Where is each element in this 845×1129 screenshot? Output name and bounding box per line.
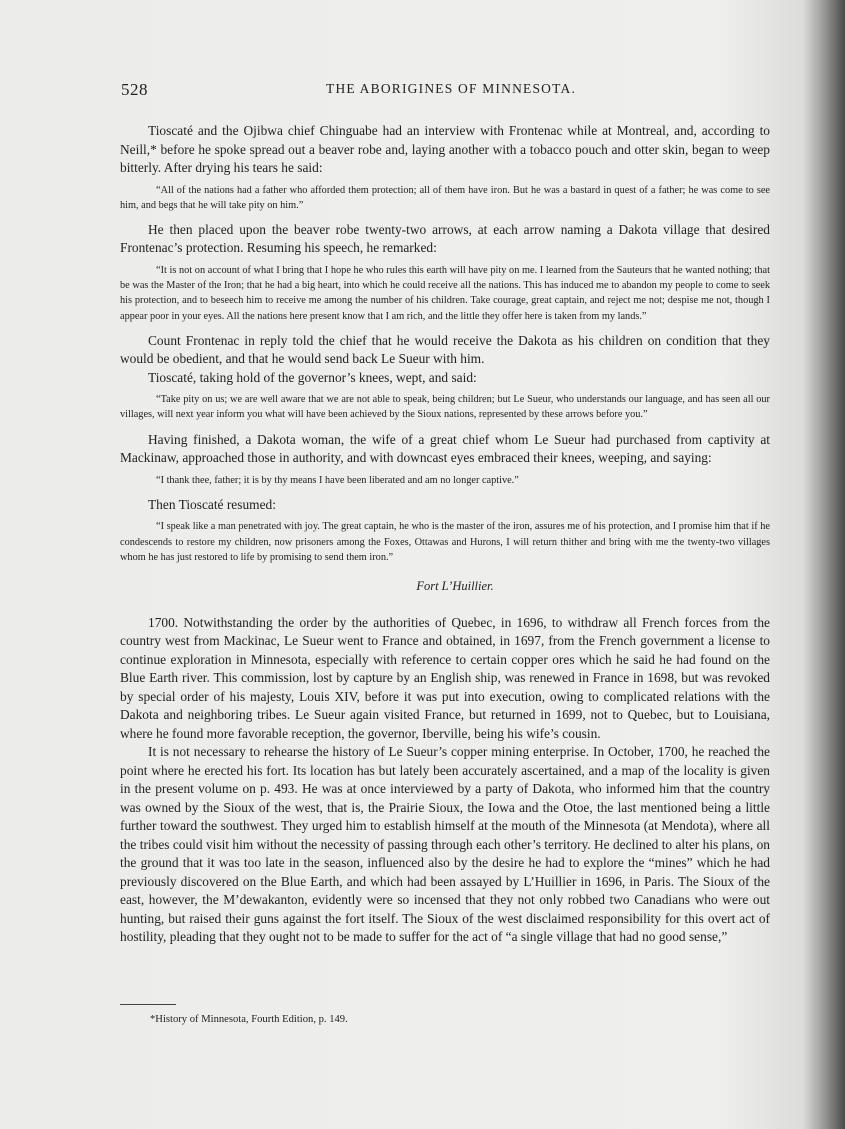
paragraph-tioscate-resumed: Then Tioscaté resumed: [148,496,276,512]
quote-i-thank-thee: “I thank thee, father; it is by thy means I have been liberated and am no longer captive.” [156,474,519,486]
paragraph-tioscate-wept: Tioscaté, taking hold of the governor’s knees, wept, and said: [148,369,477,385]
page-number: 528 [121,80,148,99]
paragraph-dakota-woman: Having finished, a Dakota woman, the wife of a great chief whom Le Sueur had purchased from captivity at Mackinaw, approached those in authority, and with downcast eyes embraced their knees, weeping, and saying: [120,431,770,466]
footnote-rule [120,1004,176,1005]
quote-penetrated-with-joy: “I speak like a man penetrated with joy. The great captain, he who is the master of the iron, assures me of his protection, and I promise him that if he condescends to restore my children, now prisoners among the Foxes, Ottawas and Hurons, I will return thither and bring with me the twenty-two villages whom he has just restored to life by promising to send them iron.” [120,521,770,563]
quote-take-pity: “Take pity on us; we are well aware that we are not able to speak, being children; but Le Sueur, who understands our language, and has seen all our villages, will next year inform you what will have been achieved by the Sioux nations, represented by these arrows before you.” [120,394,770,421]
paragraph-twenty-two-arrows: He then placed upon the beaver robe twenty-two arrows, at each arrow naming a Dakota village that desired Frontenac’s protection. Resuming his speech, he remarked: [120,221,770,256]
section-heading-fort-lhuillier: Fort L’Huillier. [416,578,494,593]
footnote: *History of Minnesota, Fourth Edition, p. 149. [150,1014,348,1025]
paragraph-copper-mining: It is not necessary to rehearse the history of Le Sueur’s copper mining enterprise. In October, 1700, he reached the point where he erected his fort. Its location has but lately been accurately ascertained, and a map of the locality is given in the present volume on p. 493. He was at once interviewed by a party of Dakota, who informed him that the country was owned by the Sioux of the west, that is, the Prairie Sioux, the Iowa and the Otoe, the last mentioned being a little further toward the southwest. They urged him to establish himself at the mouth of the Minnesota (at Mendota), where all the tribes could visit him without the necessity of passing through each other’s territory. He declined to alter his plans, on the ground that it was too late in the season, influenced also by the desire he had to explore the “mines” which he had previously discovered on the Blue Earth, and which had been assayed by L’Huillier in 1696, in Paris. The Sioux of the east, however, the M’dewakanton, evidently were so incensed that they not only robbed two Canadians who were out hunting, but raised their guns against the fort itself. The Sioux of the west disclaimed responsibility for this overt act of hostility, pleading that they ought not to be made to suffer for the act of “a single village that had no good sense,” [120,744,770,945]
main-text [120,122,770,947]
running-title: THE ABORIGINES OF MINNESOTA. [326,81,577,96]
quote-bastard-in-quest: “All of the nations had a father who afforded them protection; all of them have iron. But he was a bastard in quest of a father; he was come to see him, and begs that he will take pity on him.” [120,184,770,211]
paragraph-tioscate-interview: Tioscaté and the Ojibwa chief Chinguabe had an interview with Frontenac while at Montreal, and, according to Neill,* before he spoke spread out a beaver robe and, laying another with a tobacco pouch and otter skin, began to weep bitterly. After drying his tears he said: [120,123,770,175]
quote-master-of-iron: “It is not on account of what I bring that I hope he who rules this earth will have pity on me. I learned from the Sauteurs that he wanted nothing; that be was the Master of the Iron; that he had a big heart, into which he could receive all the nations. This has induced me to abandon my people to come to seek his protection, and to beseech him to receive me among the number of his children. Take courage, great captain, and reject me not; despise me not, though I appear poor in your eyes. All the nations here present know that I am rich, and the little they offer here is taken from my lands.” [120,264,770,322]
paragraph-frontenac-reply: Count Frontenac in reply told the chief that he would receive the Dakota as his children on condition that they would be obedient, and that he would send back Le Sueur with him. [120,332,770,367]
paragraph-1700-le-sueur: 1700. Notwithstanding the order by the authorities of Quebec, in 1696, to withdraw all French forces from the country west from Mackinac, Le Sueur went to France and obtained, in 1697, from the French government a license to continue exploration in Minnesota, especially with reference to certain copper ores which he said he had found on the Blue Earth river. This commission, lost by capture by an English ship, was renewed in France in 1698, but was revoked by special order of his majesty, Louis XIV, before it was put into execution, owing to complicated relations with the Dakota and neighboring tribes. Le Sueur again visited France, but returned in 1699, not to Quebec, but to Louisiana, where he found more favorable reception, the governor, Iberville, being his wife’s cousin. [120,614,770,741]
